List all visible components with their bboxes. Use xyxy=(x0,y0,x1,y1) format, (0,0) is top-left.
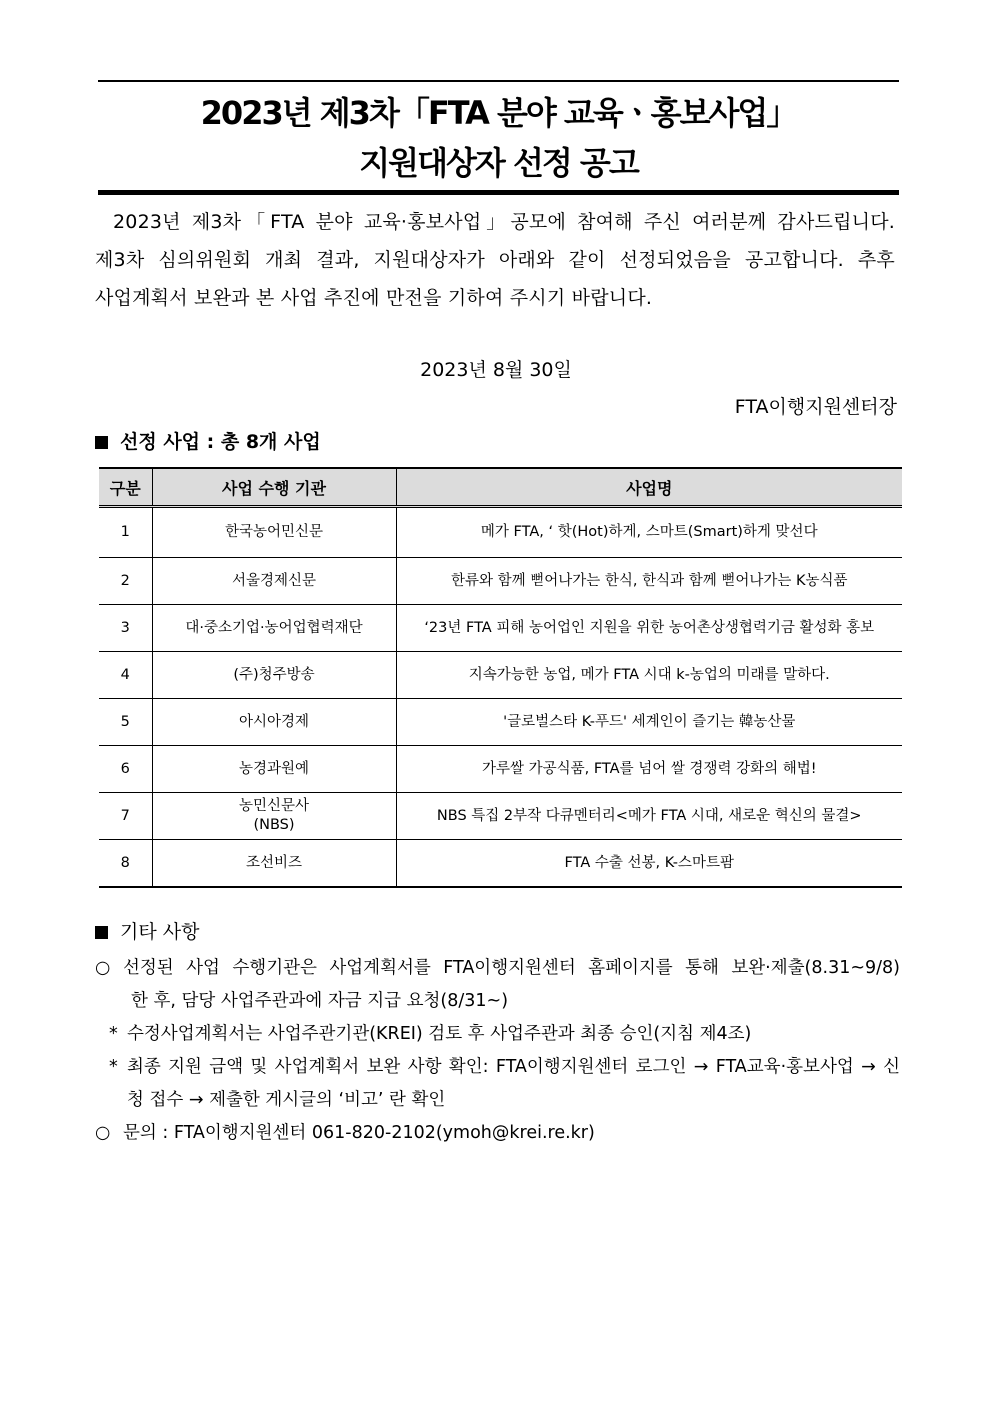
item2-text: 문의 : FTA이행지원센터 061-820-2102(ymoh@krei.re.kr) xyxy=(123,1123,595,1143)
title-line-1: 2023년 제3차「FTA 분야 교육ㆍ홍보사업」 xyxy=(200,94,797,132)
selected-projects-table xyxy=(99,467,902,888)
issuer: FTA이행지원센터장 xyxy=(734,396,897,418)
list-item xyxy=(95,1051,900,1117)
other-notes xyxy=(95,952,900,1150)
cell-title: 지속가능한 농업, 메가 FTA 시대 k-농업의 미래를 말하다. xyxy=(396,652,902,699)
cell-title: 한류와 함께 뻗어나가는 한식, 한식과 함께 뻗어나가는 K농식품 xyxy=(396,558,902,605)
cell-org xyxy=(152,793,396,840)
announcement-title xyxy=(98,80,899,195)
table-row xyxy=(99,840,902,888)
cell-no: 8 xyxy=(99,840,152,888)
cell-no: 3 xyxy=(99,605,152,652)
intro-line-2: 제3차 심의위원회 개최 결과, 지원대상자가 아래와 같이 선정되었음을 공고합니다. 추후 xyxy=(95,249,895,271)
circle-bullet-icon: ○ xyxy=(95,958,111,978)
selection-heading xyxy=(95,427,321,454)
cell-title: 가루쌀 가공식품, FTA를 넘어 쌀 경쟁력 강화의 해법! xyxy=(396,746,902,793)
table-row xyxy=(99,507,902,558)
table-row xyxy=(99,793,902,840)
header-no: 구분 xyxy=(99,468,152,507)
cell-no: 7 xyxy=(99,793,152,840)
cell-org: 아시아경제 xyxy=(152,699,396,746)
table-row xyxy=(99,605,902,652)
other-heading xyxy=(95,917,199,944)
cell-title: '글로벌스타 K-푸드' 세계인이 즐기는 韓농산물 xyxy=(396,699,902,746)
cell-org: 농경과원예 xyxy=(152,746,396,793)
list-item xyxy=(95,1117,900,1150)
asterisk-bullet-icon: * xyxy=(109,1024,118,1044)
cell-org: 대·중소기업·농어업협력재단 xyxy=(152,605,396,652)
selection-heading-text: 선정 사업 : 총 8개 사업 xyxy=(120,431,321,453)
cell-no: 5 xyxy=(99,699,152,746)
header-title: 사업명 xyxy=(396,468,902,507)
cell-org-line-2: (NBS) xyxy=(253,817,295,833)
header-org: 사업 수행 기관 xyxy=(152,468,396,507)
cell-no: 1 xyxy=(99,507,152,558)
item1-line-1: 선정된 사업 수행기관은 사업계획서를 FTA이행지원센터 홈페이지를 통해 보완·제출(8.31~9/8) xyxy=(123,958,900,978)
cell-org: 서울경제신문 xyxy=(152,558,396,605)
cell-no: 6 xyxy=(99,746,152,793)
other-heading-text: 기타 사항 xyxy=(120,921,200,943)
cell-title: 메가 FTA, ‘ 핫(Hot)하게, 스마트(Smart)하게 맞선다 xyxy=(396,507,902,558)
table-row xyxy=(99,699,902,746)
note2-line-1: 최종 지원 금액 및 사업계획서 보완 사항 확인: FTA이행지원센터 로그인 → FTA교육·홍보사업 → 신 xyxy=(127,1057,900,1077)
cell-org: 조선비즈 xyxy=(152,840,396,888)
note2-line-2: 청 접수 → 제출한 게시글의 ‘비고’ 란 확인 xyxy=(127,1090,446,1110)
circle-bullet-icon: ○ xyxy=(95,1123,111,1143)
asterisk-bullet-icon: * xyxy=(109,1057,118,1077)
note1-text: 수정사업계획서는 사업주관기관(KREI) 검토 후 사업주관과 최종 승인(지침 제4조) xyxy=(127,1024,752,1044)
cell-no: 2 xyxy=(99,558,152,605)
cell-no: 4 xyxy=(99,652,152,699)
cell-title: FTA 수출 선봉, K-스마트팜 xyxy=(396,840,902,888)
table-row xyxy=(99,746,902,793)
cell-org: 한국농어민신문 xyxy=(152,507,396,558)
list-item xyxy=(95,952,900,1018)
intro-paragraph xyxy=(95,203,895,317)
cell-title: ‘23년 FTA 피해 농어업인 지원을 위한 농어촌상생협력기금 활성화 홍보 xyxy=(396,605,902,652)
cell-org-line-1: 농민신문사 xyxy=(238,798,310,814)
list-item xyxy=(95,1018,900,1051)
table-row xyxy=(99,558,902,605)
cell-org: (주)청주방송 xyxy=(152,652,396,699)
table-row xyxy=(99,652,902,699)
title-line-2: 지원대상자 선정 공고 xyxy=(359,144,638,182)
intro-line-1: 2023년 제3차「FTA 분야 교육·홍보사업」공모에 참여해 주신 여러분께 감사드립니다. xyxy=(113,211,895,233)
item1-line-2: 한 후, 담당 사업주관과에 자금 지급 요청(8/31~) xyxy=(131,991,509,1011)
intro-line-3: 사업계획서 보완과 본 사업 추진에 만전을 기하여 주시기 바랍니다. xyxy=(95,287,653,309)
square-bullet-icon xyxy=(95,436,108,449)
square-bullet-icon xyxy=(95,926,108,939)
announcement-date: 2023년 8월 30일 xyxy=(420,359,572,381)
table-header-row xyxy=(99,468,902,507)
cell-title: NBS 특집 2부작 다큐멘터리<메가 FTA 시대, 새로운 혁신의 물결> xyxy=(396,793,902,840)
